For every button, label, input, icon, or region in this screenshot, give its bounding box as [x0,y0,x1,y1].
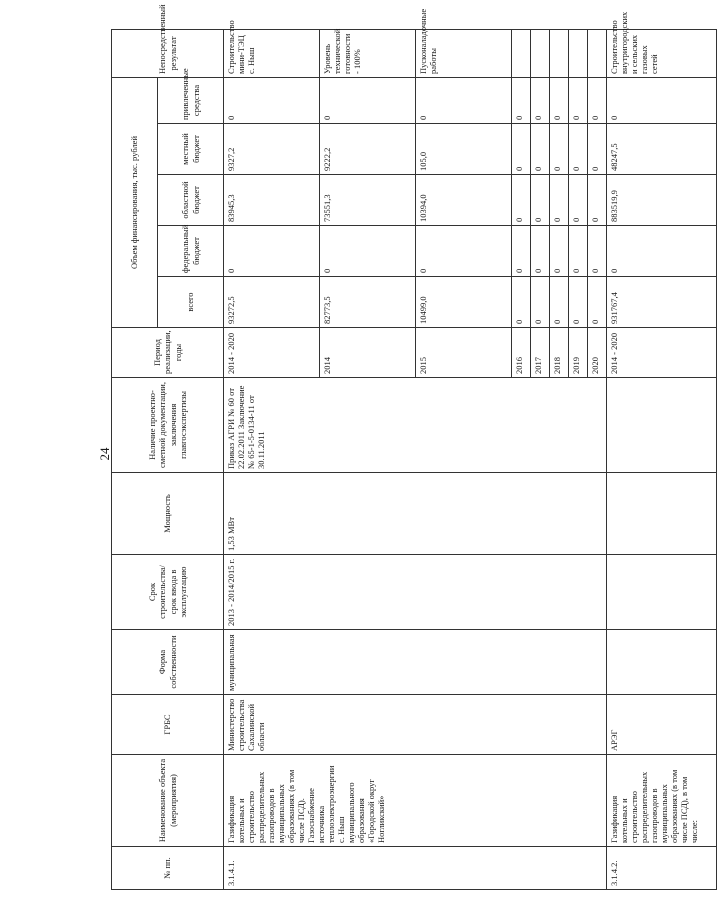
cell-attracted: 0 [550,77,569,123]
header-total: всего [158,277,224,328]
cell-docs [607,378,717,473]
cell-total: 0 [550,277,569,328]
cell-period: 2016 [512,328,531,378]
cell-regional: 0 [531,175,550,226]
header-funding-group: Объем финансирования, тыс. рублей [112,77,158,327]
cell-name: Газификация котельных и строительство распределительных газопроводов в муниципальных образованиях (в том числе ПСД), в том числе: [607,755,717,847]
cell-result: Строительство внутригородских и сельских газовых сетей [607,29,717,77]
cell-num: 3.1.4.2. [607,847,717,890]
cell-result [569,29,588,77]
cell-period: 2014 - 2020 [224,328,320,378]
table-row [224,29,320,889]
cell-period: 2017 [531,328,550,378]
cell-period: 2015 [416,328,512,378]
cell-regional: 0 [569,175,588,226]
cell-federal: 0 [224,226,320,277]
rotated-table-container [111,4,700,890]
cell-attracted: 0 [531,77,550,123]
cell-attracted: 0 [416,77,512,123]
cell-total: 82773,5 [320,277,416,328]
cell-result [550,29,569,77]
header-federal: федеральный бюджет [158,226,224,277]
header-row [112,29,158,889]
cell-regional: 0 [512,175,531,226]
cell-regional: 0 [550,175,569,226]
header-num: № пп. [112,847,224,890]
header-ownership: Форма собственности [112,630,224,695]
cell-capacity: 1,53 МВт [224,473,607,555]
cell-num: 3.1.4.1. [224,847,607,890]
cell-term: 2013 - 2014/2015 г. [224,555,607,630]
cell-name: Газификация котельных и строительство распределительных газопроводов в муниципальных образованиях (в том числе ПСД). Газоснабжение источника теплоэлектроэнергии с. Ныш муниципального образования «Городской округ Ногликский» [224,755,607,847]
financing-table [111,4,717,890]
cell-period: 2020 [588,328,607,378]
cell-total: 0 [512,277,531,328]
cell-attracted: 0 [224,77,320,123]
cell-total: 93272,5 [224,277,320,328]
cell-total: 0 [569,277,588,328]
cell-attracted: 0 [569,77,588,123]
cell-local: 0 [531,124,550,175]
cell-period: 2014 - 2020 [607,328,717,378]
cell-regional: 83945,3 [224,175,320,226]
cell-attracted: 0 [588,77,607,123]
cell-regional: 0 [588,175,607,226]
cell-grbs: Министерство строительства Сахалинской области [224,695,607,755]
header-docs: Наличие проектно-сметной документации, заключения главгосэкспертизы [112,378,224,473]
cell-result: Пусконаладочные работы [416,29,512,77]
header-period: Период реализации, годы [112,328,224,378]
header-regional: областной бюджет [158,175,224,226]
table-row [607,29,717,889]
cell-federal: 0 [320,226,416,277]
cell-attracted: 0 [607,77,717,123]
cell-grbs: АРЭГ [607,695,717,755]
cell-local: 48247,5 [607,124,717,175]
cell-total: 10499,0 [416,277,512,328]
cell-result [531,29,550,77]
cell-local: 0 [569,124,588,175]
cell-local: 105,0 [416,124,512,175]
header-term: Срок строительства/срок ввода в эксплуатацию [112,555,224,630]
cell-ownership: муниципальная [224,630,607,695]
header-attracted: привлеченные средства [158,77,224,123]
cell-result: Уровень технической готовности - 100% [320,29,416,77]
cell-total: 931767,4 [607,277,717,328]
header-local: местный бюджет [158,124,224,175]
cell-period: 2019 [569,328,588,378]
cell-federal: 0 [607,226,717,277]
cell-local: 9222,2 [320,124,416,175]
cell-result [512,29,531,77]
cell-regional: 73551,3 [320,175,416,226]
cell-ownership [607,630,717,695]
cell-total: 0 [531,277,550,328]
cell-local: 9327,2 [224,124,320,175]
header-grbs: ГРБС [112,695,224,755]
cell-attracted: 0 [512,77,531,123]
cell-federal: 0 [512,226,531,277]
cell-federal: 0 [588,226,607,277]
header-result: Непосредственный результат [112,29,224,77]
page-number: 24 [97,447,112,461]
cell-result: Строительство мини-ТЭЦ с. Ныш [224,29,320,77]
cell-federal: 0 [531,226,550,277]
cell-term [607,555,717,630]
cell-federal: 0 [550,226,569,277]
cell-docs: Приказ АГРИ № 60 от 22.02.2011 Заключение № 65-1-5-0134-11 от 30.11.2011 [224,378,607,473]
cell-regional: 10394,0 [416,175,512,226]
cell-local: 0 [550,124,569,175]
cell-period: 2018 [550,328,569,378]
header-name: Наименование объекта (мероприятия) [112,755,224,847]
cell-attracted: 0 [320,77,416,123]
cell-capacity [607,473,717,555]
cell-result [588,29,607,77]
cell-federal: 0 [416,226,512,277]
cell-total: 0 [588,277,607,328]
cell-local: 0 [588,124,607,175]
cell-local: 0 [512,124,531,175]
cell-regional: 883519,9 [607,175,717,226]
cell-period: 2014 [320,328,416,378]
cell-federal: 0 [569,226,588,277]
header-capacity: Мощность [112,473,224,555]
